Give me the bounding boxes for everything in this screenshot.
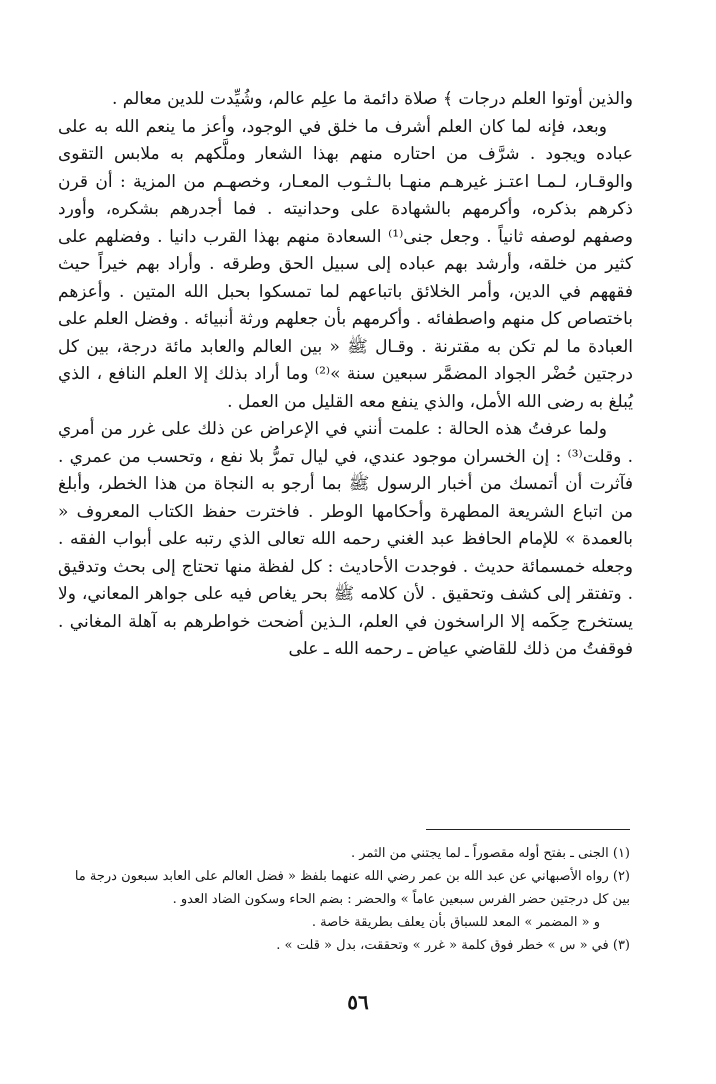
footnote-divider bbox=[426, 829, 630, 830]
footnote-2-continuation: و « المضمر » المعد للسباق بأن يعلف بطريقة خاصة . bbox=[311, 915, 600, 930]
main-text bbox=[58, 86, 633, 664]
paragraph-motivation: ولما عرفتُ هذه الحالة : علمت أنني في الإعراض عن ذلك على غرر من أمري . وقلت⁽³⁾ : إن الخسران موجود عندي، في ليال تمرُّ بلا نفع ، وتحسب من عمري . فآثرت أن أتمسك من أخبار الرسول ﷺ بما أرجو به النجاة من هذا الخطر، وأبلغ من اتباع الشريعة المطهرة وأحكامها الوطر . فاخترت حفظ الكتاب المعروف « بالعمدة » للإمام الحافظ عبد الغني رحمه الله تعالى الذي رتبه على أبواب الفقه . وجعله خمسمائة حديث . فوجدت الأحاديث : كل لفظة منها تحتاج إلى بحث وتدقيق . وتفتقر إلى كشف وتحقيق . لأن كلامه ﷺ بحر يغاص فيه على جواهر المعاني، ولا يستخرج حِكَمه إلا الراسخون في العلم، الـذين أضحت خواطرهم به آهلة المغاني . فوقفتُ من ذلك للقاضي عياض ـ رحمه الله ـ على bbox=[58, 419, 634, 659]
page-body bbox=[58, 86, 633, 664]
paragraph-introduction: وبعد، فإنه لما كان العلم أشرف ما خلق في الوجود، وأعز ما ينعم الله به على عباده ويجود . شرَّف من احتاره منهم بهذا الشعار وملَّكهم به ملابس التقوى والوقـار، لـمـا اعتـز غيرهـم منهـا بالـثـوب المعـار، وخصهـم من المزية : أن قرن ذكرهم بذكره، وأكرمهم بالشهادة على وحدانيته . فما أجدرهم بشكره، وأورد وصفهم لوصفه ثانياً . وجعل جنى⁽¹⁾ السعادة منهم بهذا القرب دانيا . وفضلهم على كثير من خلقه، وأرشد بهم عباده إلى سبيل الحق وطرقه . وأراد بهم خيراً حيث فقههم في الدين، وأمر الخلائق باتباعهم لما تمسكوا بحبل الله المتين . وأعزهم باختصاص كل منهم واصطفائه . وأكرمهم بأن جعلهم ورثة أنبيائه . وفضل العلم على العبادة ما لم تكن به مقترنة . وقـال ﷺ « بين العالم والعابد مائة درجة، بين كل درجتين حُضْر الجواد المضمَّر سبعين سنة »⁽²⁾ وما أراد بذلك إلا العلم النافع ، الذي يُبلغ به رضى الله الأمل، والذي ينفع معه القليل من العمل . bbox=[58, 116, 633, 412]
footnote-1: (١) الجنى ـ بفتح أوله مقصوراً ـ لما يجتني من الثمر . bbox=[351, 846, 630, 861]
paragraph-opening: والذين أوتوا العلم درجات ﴾ صلاة دائمة ما علِم عالم، وشُيِّدت للدين معالم . bbox=[111, 89, 633, 109]
page-number: ٥٦ bbox=[347, 990, 369, 1014]
footnote-2: (٢) رواه الأصبهاني عن عبد الله بن عمر رضي الله عنهما بلفظ « فضل العالم على العابد سبعون درجة ما بين كل درجتين حضر الفرس سبعين عاماً » والحضر : بضم الحاء وسكون الضاد العدو . bbox=[74, 869, 630, 907]
footnotes bbox=[62, 842, 630, 957]
footnote-3: (٣) في « س » خطر فوق كلمة « غرر » وتحققت، بدل « قلت » . bbox=[276, 938, 630, 953]
